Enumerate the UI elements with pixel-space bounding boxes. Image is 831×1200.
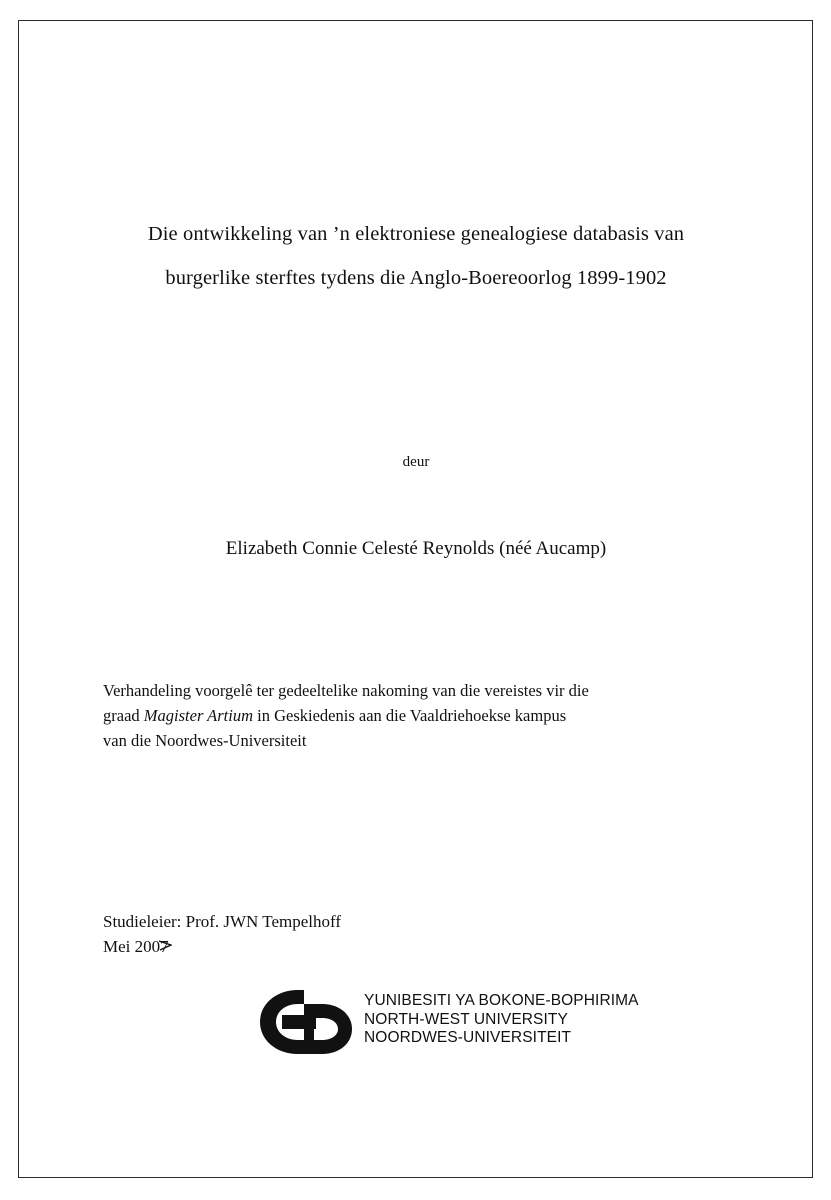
title-line-2: burgerlike sterftes tydens die Anglo-Boereoorlog 1899-1902 [165,267,667,289]
logo-text-line-3: NOORDWES-UNIVERSITEIT [364,1029,572,1046]
degree-statement [103,678,725,753]
logo-text-line-1: YUNIBESITI YA BOKONE-BOPHIRIMA [364,992,639,1009]
date-line-wrapper [103,934,169,959]
page-content [100,20,732,1180]
degree-statement-line-2-pre: graad [103,706,144,725]
supervisor-line: Studieleier: Prof. JWN Tempelhoff [103,912,342,931]
page-title [100,212,732,300]
degree-name-italic: Magister Artium [143,706,254,725]
degree-statement-line-1: Verhandeling voorgelê ter gedeeltelike nakoming van die vereistes vir die [103,681,589,700]
degree-statement-line-3: van die Noordwes-Universiteit [103,731,307,750]
logo-text-line-2: NORTH-WEST UNIVERSITY [364,1010,568,1028]
nwu-logo-mark-icon [252,986,364,1058]
logo-text-block [364,992,639,1048]
date-line: Mei 2007 [103,937,169,956]
supervisor-block [103,909,603,959]
title-line-1: Die ontwikkeling van ’n elektroniese genealogiese databasis van [147,223,685,245]
degree-statement-line-2 [103,703,725,728]
author-name: Elizabeth Connie Celesté Reynolds (néé Aucamp) [225,538,607,559]
degree-statement-line-2-post: in Geskiedenis aan die Vaaldriehoekse kampus [253,706,567,725]
by-word: deur [402,454,430,470]
university-logo [252,983,639,1061]
